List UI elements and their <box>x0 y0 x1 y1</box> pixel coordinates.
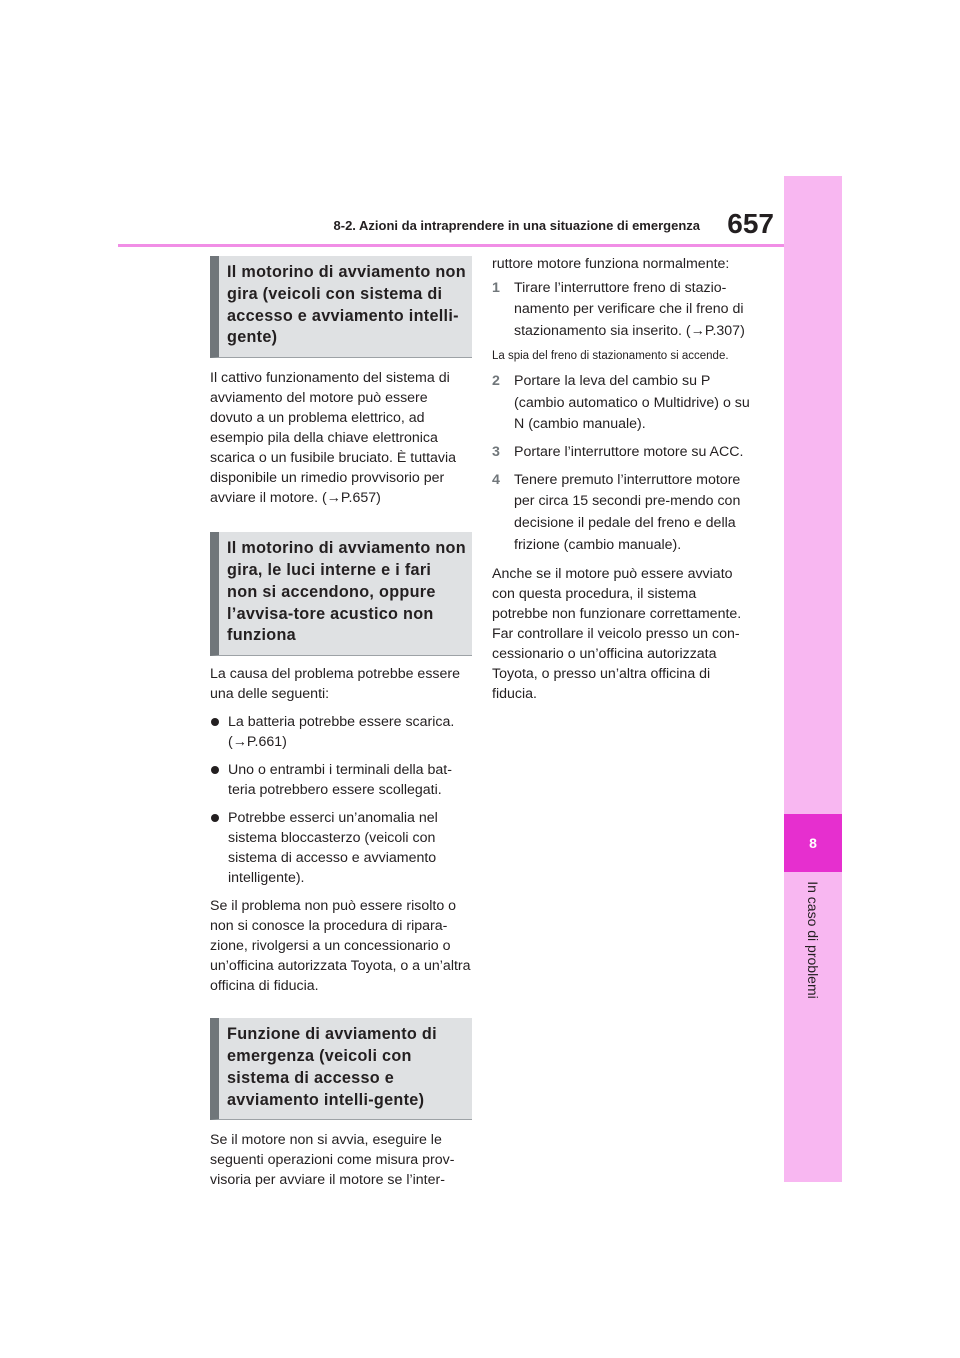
step-text: Portare l’interruttore motore su ACC. <box>514 443 744 460</box>
left-column <box>210 256 472 1190</box>
causes-intro: La causa del problema potrebbe essere una delle seguenti: <box>210 666 461 703</box>
step-number: 1 <box>492 279 500 296</box>
section-body-emergency-start: Se il motore non si avvia, eseguire le seguenti operazioni come misura prov-visoria per avviare il motore se l’inter- <box>210 1132 455 1189</box>
procedure-step <box>492 371 754 436</box>
procedure-step <box>492 442 754 464</box>
causes-outro: Se il problema non può essere risolto o non si conosce la procedura di ripara-zione, rivolgersi a un concessionario o un’officina autorizzata Toyota, o a un’altra officina di fiducia. <box>210 898 471 995</box>
chapter-title-text: In caso di problemi <box>805 881 822 999</box>
page-number: 657 <box>727 208 774 239</box>
header-rule <box>118 244 784 247</box>
cause-bullet-item: Uno o entrambi i terminali della bat-teria potrebbero essere scollegati. <box>210 760 472 800</box>
step-text: Tirare l’interruttore freno di stazio-namento per verificare che il freno di stazionamento sia inserito. (→P.307) <box>514 279 745 340</box>
closing-paragraph: Anche se il motore può essere avviato con questa procedura, il sistema potrebbe non funzionare correttamente. Far controllare il veicolo presso un con-cessionario o un’officina autorizzata Toyota, o presso un’altra officina di fiducia. <box>492 566 742 703</box>
right-column <box>492 254 754 704</box>
chapter-title-vertical <box>784 880 842 1000</box>
section-heading-starter-not-turning: Il motorino di avviamento non gira (veicoli con sistema di accesso e avviamento intelli-gente) <box>210 256 472 358</box>
running-header-title: 8-2. Azioni da intraprendere in una situazione di emergenza <box>333 218 700 233</box>
step-number: 3 <box>492 443 500 460</box>
cause-bullet-item: La batteria potrebbe essere scarica. (→P.661) <box>210 712 472 752</box>
continuation-text: ruttore motore funziona normalmente: <box>492 256 730 272</box>
procedure-step <box>492 470 754 557</box>
step-text: Portare la leva del cambio su P (cambio automatico o Multidrive) o su N (cambio manuale). <box>514 372 750 433</box>
cause-bullet-item: Potrebbe esserci un’anomalia nel sistema bloccasterzo (veicoli con sistema di accesso e avviamento intelligente). <box>210 808 472 888</box>
chapter-number-badge: 8 <box>784 814 842 872</box>
section-heading-emergency-start: Funzione di avviamento di emergenza (veicoli con sistema di accesso e avviamento intelli-gente) <box>210 1018 472 1120</box>
section-heading-no-lights: Il motorino di avviamento non gira, le luci interne e i fari non si accendono, oppure l’avvisa-tore acustico non funziona <box>210 532 472 656</box>
step-number: 2 <box>492 372 500 389</box>
step-text: Tenere premuto l’interruttore motore per circa 15 secondi pre-mendo con decisione il pedale del freno e della frizione (cambio manuale). <box>514 471 741 553</box>
step-note: La spia del freno di stazionamento si accende. <box>492 349 729 362</box>
section-body-starter-not-turning: Il cattivo funzionamento del sistema di avviamento del motore può essere dovuto a un problema elettrico, ad esempio pila della chiave elettronica scarica o un fusibile bruciato. È tuttavia disponibile un rimedio provvisorio per avviare il motore. (→P.657) <box>210 370 457 507</box>
step-number: 4 <box>492 471 500 488</box>
procedure-step <box>492 278 754 343</box>
chapter-side-tab <box>784 176 842 1182</box>
